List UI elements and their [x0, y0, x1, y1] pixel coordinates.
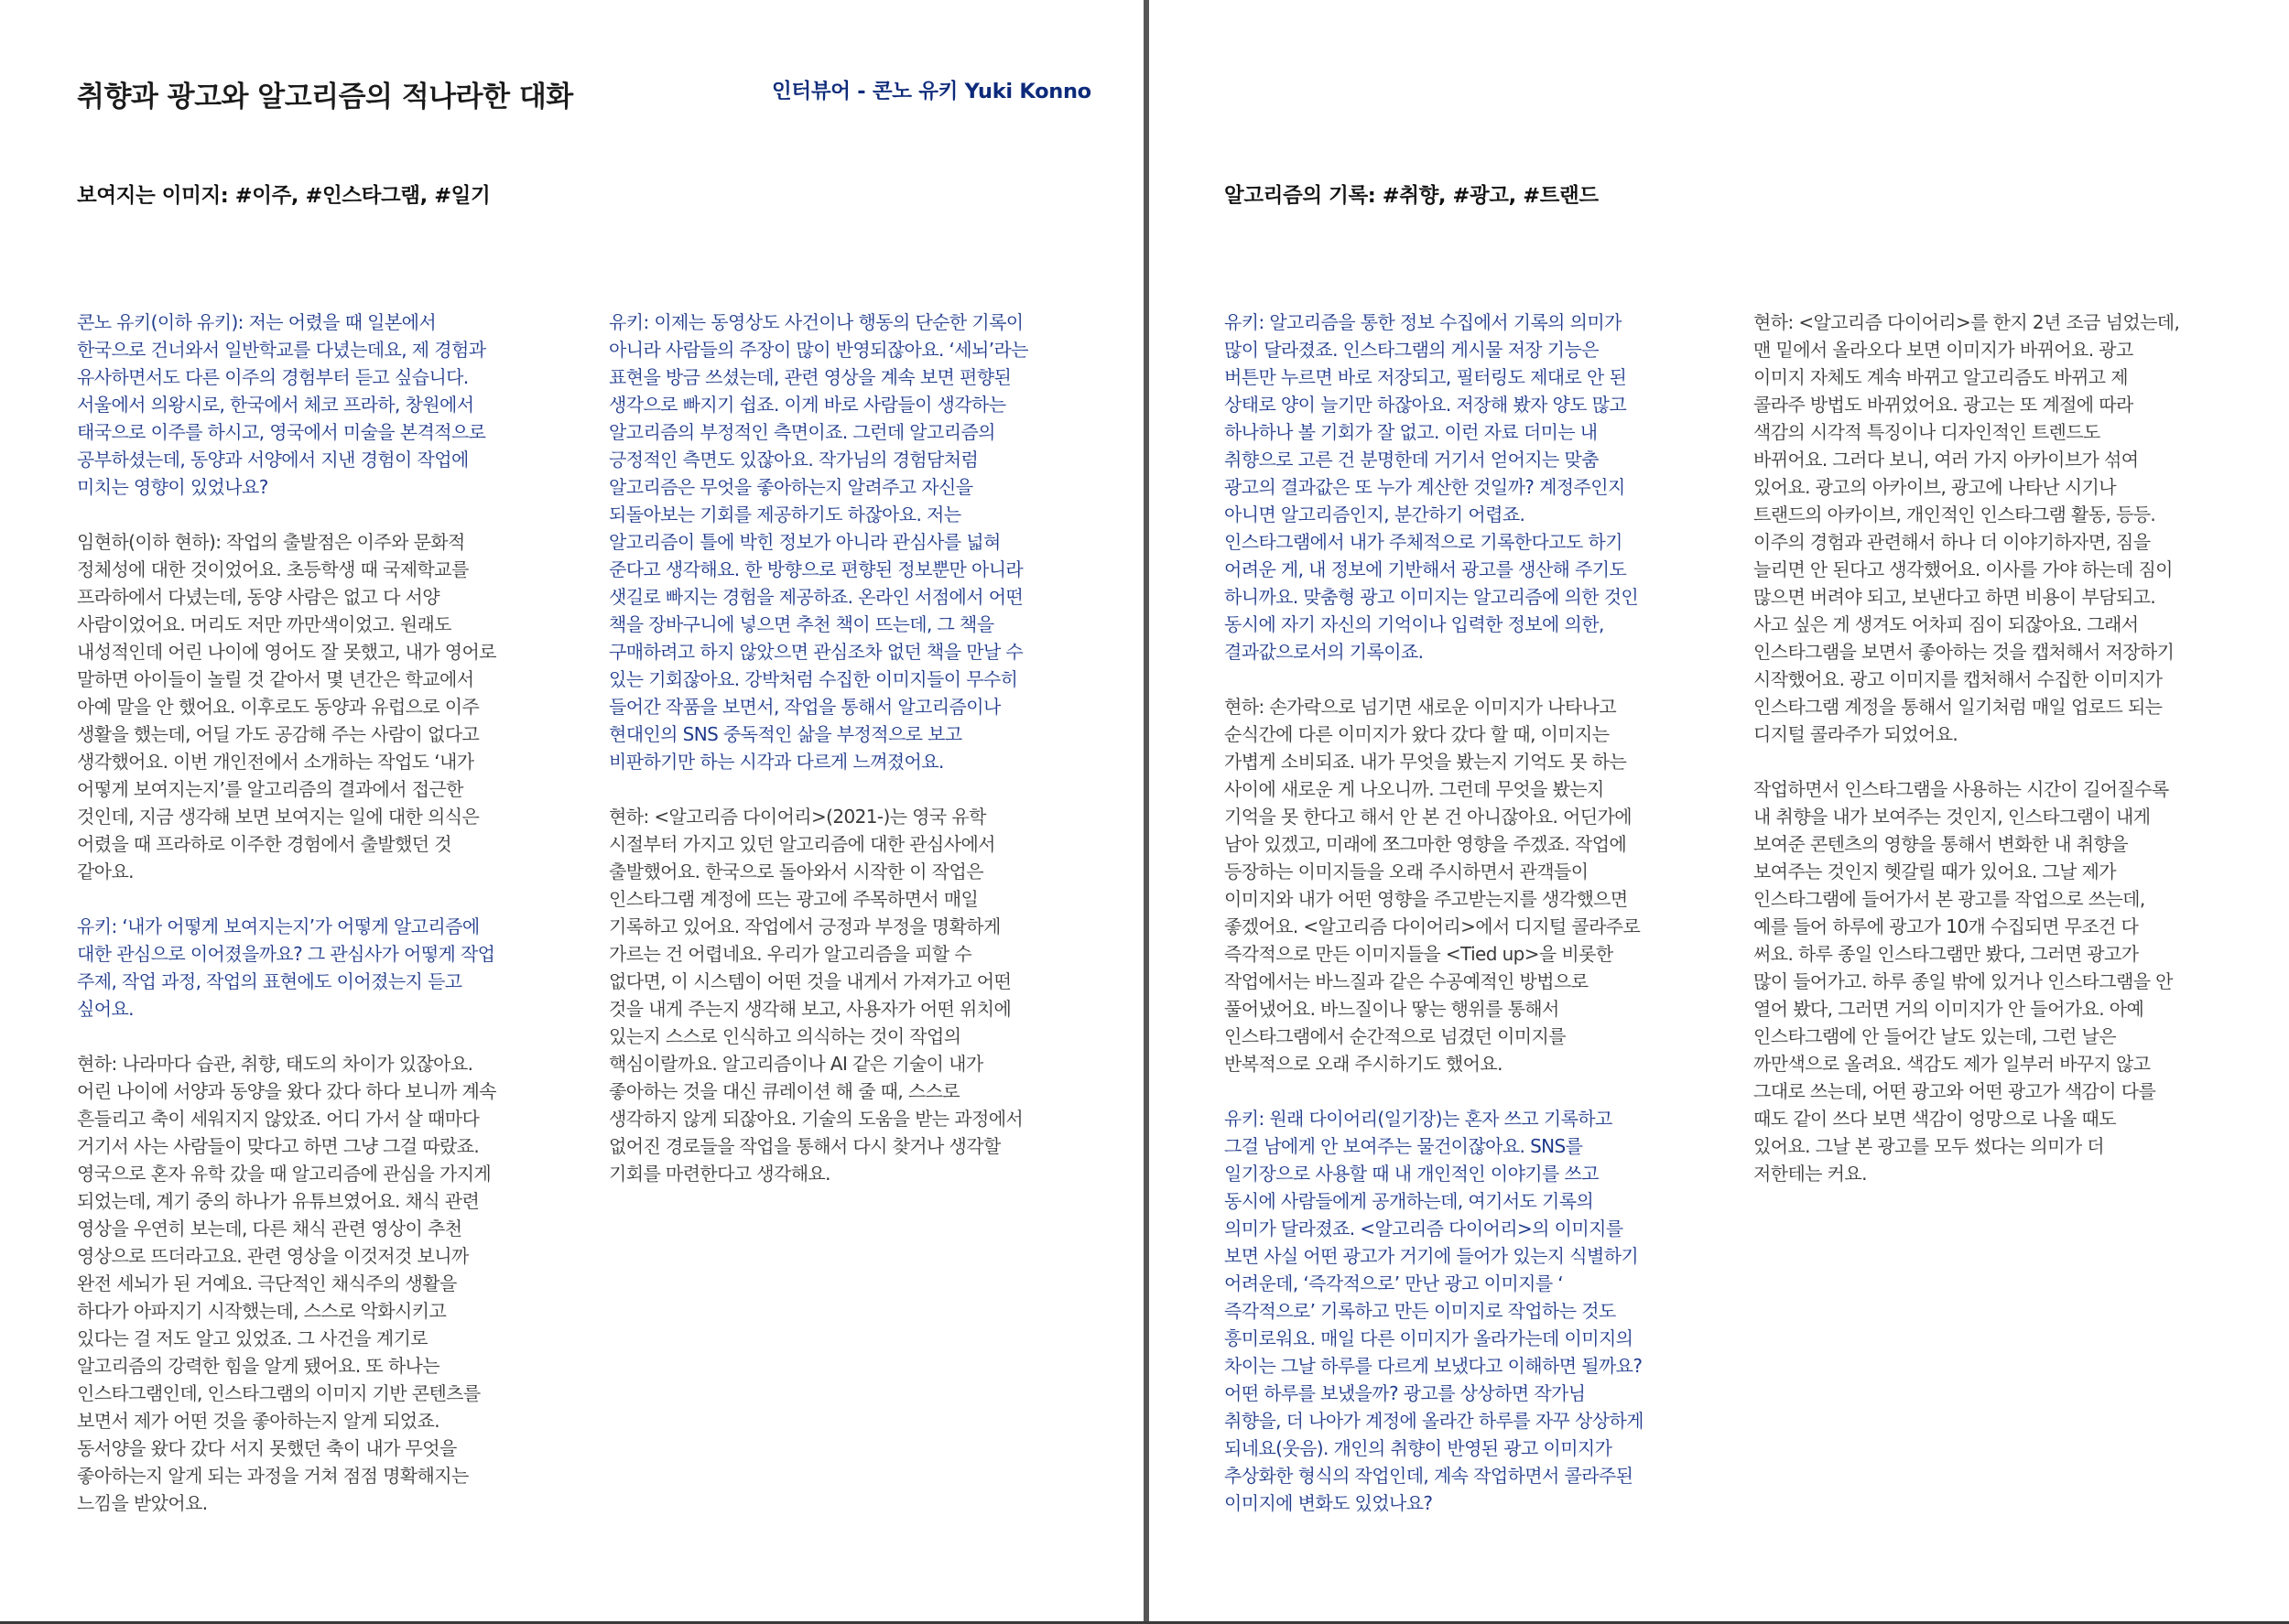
interview-paragraph: 콘노 유키(이하 유키): 저는 어렸을 때 일본에서 한국으로 건너와서 일반학교를 다녔는데요, 제 경험과 유사하면서도 다른 이주의 경험부터 듣고 싶습니다. 서울에서 의왕시로, 한국에서 체코 프라하, 창원에서 태국으로 이주를 하시고, 영국에서 미술을 본격적으로 공부하셨는데, 동양과 서양에서 지낸 경험이 작업에 미치는 영향이 있었나요?: [77, 311, 486, 498]
interview-paragraph: 유키: 원래 다이어리(일기장)는 혼자 쓰고 기록하고 그걸 남에게 안 보여주는 물건이잖아요. SNS를 일기장으로 사용할 때 내 개인적인 이야기를 쓰고 동시에 사람들에게 공개하는데, 여기서도 기록의 의미가 달라졌죠. <알고리즘 다이어리>의 이미지를 보면 사실 어떤 광고가 거기에 들어가 있는지 식별하기 어려운데, ‘즉각적으로’ 만난 광고 이미지를 ‘ 즉각적으로’ 기록하고 만든 이미지로 작업하는 것도 흥미로워요. 매일 다른 이미지가 올라가는데 이미지의 차이는 그날 하루를 다르게 보냈다고 이해하면 될까요? 어떤 하루를 보냈을까? 광고를 상상하면 작가님 취향을, 더 나아가 계정에 올라간 하루를 자꾸 상상하게 되네요(웃음). 개인의 취향이 반영된 광고 이미지가 추상화한 형식의 작업인데, 계속 작업하면서 콜라주된 이미지에 변화도 있었나요?: [1224, 1108, 1644, 1514]
interview-paragraph: 현하: <알고리즘 다이어리>(2021-)는 영국 유학 시절부터 가지고 있던 알고리즘에 대한 관심사에서 출발했어요. 한국으로 돌아와서 시작한 이 작업은 인스타그램 계정에 뜨는 광고에 주목하면서 매일 기록하고 있어요. 작업에서 긍정과 부정을 명확하게 가르는 건 어렵네요. 우리가 알고리즘을 피할 수 없다면, 이 시스템이 어떤 것을 내게서 가져가고 어떤 것을 내게 주는지 생각해 보고, 사용자가 어떤 위치에 있는지 스스로 인식하고 의식하는 것이 작업의 핵심이랄까요. 알고리즘이나 AI 같은 기술이 내가 좋아하는 것을 대신 큐레이션 해 줄 때, 스스로 생각하지 않게 되잖아요. 기술의 도움을 받는 과정에서 없어진 경로들을 작업을 통해서 다시 찾거나 생각할 기회를 마련한다고 생각해요.: [609, 806, 1024, 1185]
left-page-column-2: [609, 309, 1085, 1215]
right-page: [1149, 0, 2289, 1624]
interview-paragraph: 현하: <알고리즘 다이어리>를 한지 2년 조금 넘었는데, 맨 밑에서 올라오다 보면 이미지가 바뀌어요. 광고 이미지 자체도 계속 바뀌고 알고리즘도 바뀌고 제 콜라주 방법도 바뀌었어요. 광고는 또 계절에 따라 색감의 시각적 특징이나 디자인적인 트렌드도 바뀌어요. 그러다 보니, 여러 가지 아카이브가 섞여 있어요. 광고의 아카이브, 광고에 나타난 시기나 트랜드의 아카이브, 개인적인 인스타그램 활동, 등등. 이주의 경험과 관련해서 하나 더 이야기하자면, 짐을 늘리면 안 된다고 생각했어요. 이사를 가야 하는데 짐이 많으면 버려야 되고, 보낸다고 하면 비용이 부담되고. 사고 싶은 게 생겨도 어차피 짐이 되잖아요. 그래서 인스타그램을 보면서 좋아하는 것을 캡처해서 저장하기 시작했어요. 광고 이미지를 캡처해서 수집한 이미지가 인스타그램 계정을 통해서 일기처럼 매일 업로드 되는 디지털 콜라주가 되었어요.: [1753, 311, 2180, 745]
interview-paragraph: 유키: ‘내가 어떻게 보여지는지’가 어떻게 알고리즘에 대한 관심으로 이어졌을까요? 그 관심사가 어떻게 작업 주제, 작업 과정, 작업의 표현에도 이어졌는지 듣고 싶어요.: [77, 915, 495, 1020]
interview-paragraph: 임현하(이하 현하): 작업의 출발점은 이주와 문화적 정체성에 대한 것이었어요. 초등학생 때 국제학교를 프라하에서 다녔는데, 동양 사람은 없고 다 서양 사람이었어요. 머리도 저만 까만색이었고. 원래도 내성적인데 어린 나이에 영어도 잘 못했고, 내가 영어로 말하면 아이들이 놀릴 것 같아서 몇 년간은 학교에서 아예 말을 안 했어요. 이후로도 동양과 유럽으로 이주 생활을 했는데, 어딜 가도 공감해 주는 사람이 없다고 생각했어요. 이번 개인전에서 소개하는 작업도 ‘내가 어떻게 보여지는지’를 알고리즘의 결과에서 접근한 것인데, 지금 생각해 보면 보여지는 일에 대한 의식은 어렸을 때 프라하로 이주한 경험에서 출발했던 것 같아요.: [77, 531, 496, 882]
interviewer-byline: 인터뷰어 - 콘노 유키 Yuki Konno: [772, 80, 1091, 103]
section-heading-right: 알고리즘의 기록: #취향, #광고, #트랜드: [1224, 184, 1599, 208]
article-title: 취향과 광고와 알고리즘의 적나라한 대화: [77, 81, 573, 114]
left-page: [0, 0, 1144, 1624]
interview-paragraph: 유키: 이제는 동영상도 사건이나 행동의 단순한 기록이 아니라 사람들의 주장이 많이 반영되잖아요. ‘세뇌’라는 표현을 방금 쓰셨는데, 관련 영상을 계속 보면 편향된 생각으로 빠지기 쉽죠. 이게 바로 사람들이 생각하는 알고리즘의 부정적인 측면이죠. 그런데 알고리즘의 긍정적인 측면도 있잖아요. 작가님의 경험담처럼 알고리즘은 무엇을 좋아하는지 알려주고 자신을 되돌아보는 기회를 제공하기도 하잖아요. 저는 알고리즘이 틀에 박힌 정보가 아니라 관심사를 넓혀 준다고 생각해요. 한 방향으로 편향된 정보뿐만 아니라 샛길로 빠지는 경험을 제공하죠. 온라인 서점에서 어떤 책을 장바구니에 넣으면 추천 책이 뜨는데, 그 책을 구매하려고 하지 않았으면 관심조차 없던 책을 만날 수 있는 기회잖아요. 강박처럼 수집한 이미지들이 무수히 들어간 작품을 보면서, 작업을 통해서 알고리즘이나 현대인의 SNS 중독적인 삶을 부정적으로 보고 비판하기만 하는 시각과 다르게 느껴졌어요.: [609, 311, 1028, 773]
interview-paragraph: 현하: 손가락으로 넘기면 새로운 이미지가 나타나고 순식간에 다른 이미지가 왔다 갔다 할 때, 이미지는 가볍게 소비되죠. 내가 무엇을 봤는지 기억도 못 하는 사이에 새로운 게 나오니까. 그런데 무엇을 봤는지 기억을 못 한다고 해서 안 본 건 아니잖아요. 어딘가에 남아 있겠고, 미래에 쪼그마한 영향을 주겠죠. 작업에 등장하는 이미지들을 오래 주시하면서 관객들이 이미지와 내가 어떤 영향을 주고받는지를 생각했으면 좋겠어요. <알고리즘 다이어리>에서 디지털 콜라주로 즉각적으로 만든 이미지들을 <Tied up>을 비롯한 작업에서는 바느질과 같은 수공예적인 방법으로 풀어냈어요. 바느질이나 땋는 행위를 통해서 인스타그램에서 순간적으로 넘겼던 이미지를 반복적으로 오래 주시하기도 했어요.: [1224, 696, 1641, 1075]
left-page-column-1: [77, 309, 553, 1544]
interview-paragraph: 유키: 알고리즘을 통한 정보 수집에서 기록의 의미가 많이 달라졌죠. 인스타그램의 게시물 저장 기능은 버튼만 누르면 바로 저장되고, 필터링도 제대로 안 된 상태로 양이 늘기만 하잖아요. 저장해 봤자 양도 많고 하나하나 볼 기회가 잘 없고. 이런 자료 더미는 내 취향으로 고른 건 분명한데 거기서 얻어지는 맞춤 광고의 결과값은 또 누가 계산한 것일까? 계정주인지 아니면 알고리즘인지, 분간하기 어렵죠. 인스타그램에서 내가 주체적으로 기록한다고도 하기 어려운 게, 내 정보에 기반해서 광고를 생산해 주기도 하니까요. 맞춤형 광고 이미지는 알고리즘에 의한 것인 동시에 자기 자신의 기억이나 입력한 정보에 의한, 결과값으로서의 기록이죠.: [1224, 311, 1639, 663]
section-heading-left: 보여지는 이미지: #이주, #인스타그램, #일기: [77, 184, 491, 208]
interview-paragraph: 작업하면서 인스타그램을 사용하는 시간이 길어질수록 내 취향을 내가 보여주는 것인지, 인스타그램이 내게 보여준 콘텐츠의 영향을 통해서 변화한 내 취향을 보여주는 것인지 헷갈릴 때가 있어요. 그날 제가 인스타그램에 들어가서 본 광고를 작업으로 쓰는데, 예를 들어 하루에 광고가 10개 수집되면 무조건 다 써요. 하루 종일 인스타그램만 봤다, 그러면 광고가 많이 들어가고. 하루 종일 밖에 있거나 인스타그램을 안 열어 봤다, 그러면 거의 이미지가 안 들어가요. 아예 인스타그램에 안 들어간 날도 있는데, 그런 날은 까만색으로 올려요. 색감도 제가 일부러 바꾸지 않고 그대로 쓰는데, 어떤 광고와 어떤 광고가 색감이 다를 때도 같이 쓰다 보면 색감이 엉망으로 나올 때도 있어요. 그날 본 광고를 모두 썼다는 의미가 더 저한테는 커요.: [1753, 778, 2173, 1185]
interview-paragraph: 현하: 나라마다 습관, 취향, 태도의 차이가 있잖아요. 어린 나이에 서양과 동양을 왔다 갔다 하다 보니까 계속 흔들리고 축이 세워지지 않았죠. 어디 가서 살 때마다 거기서 사는 사람들이 맞다고 하면 그냥 그걸 따랐죠. 영국으로 혼자 유학 갔을 때 알고리즘에 관심을 가지게 되었는데, 계기 중의 하나가 유튜브였어요. 채식 관련 영상을 우연히 보는데, 다른 채식 관련 영상이 추천 영상으로 뜨더라고요. 관련 영상을 이것저것 보니까 완전 세뇌가 된 거예요. 극단적인 채식주의 생활을 하다가 아파지기 시작했는데, 스스로 악화시키고 있다는 걸 저도 알고 있었죠. 그 사건을 계기로 알고리즘의 강력한 힘을 알게 됐어요. 또 하나는 인스타그램인데, 인스타그램의 이미지 기반 콘텐츠를 보면서 제가 어떤 것을 좋아하는지 알게 되었죠. 동서양을 왔다 갔다 서지 못했던 축이 내가 무엇을 좋아하는지 알게 되는 과정을 거쳐 점점 명확해지는 느낌을 받았어요.: [77, 1053, 496, 1514]
right-page-column-2: [1753, 309, 2229, 1215]
right-page-column-1: [1224, 309, 1700, 1544]
